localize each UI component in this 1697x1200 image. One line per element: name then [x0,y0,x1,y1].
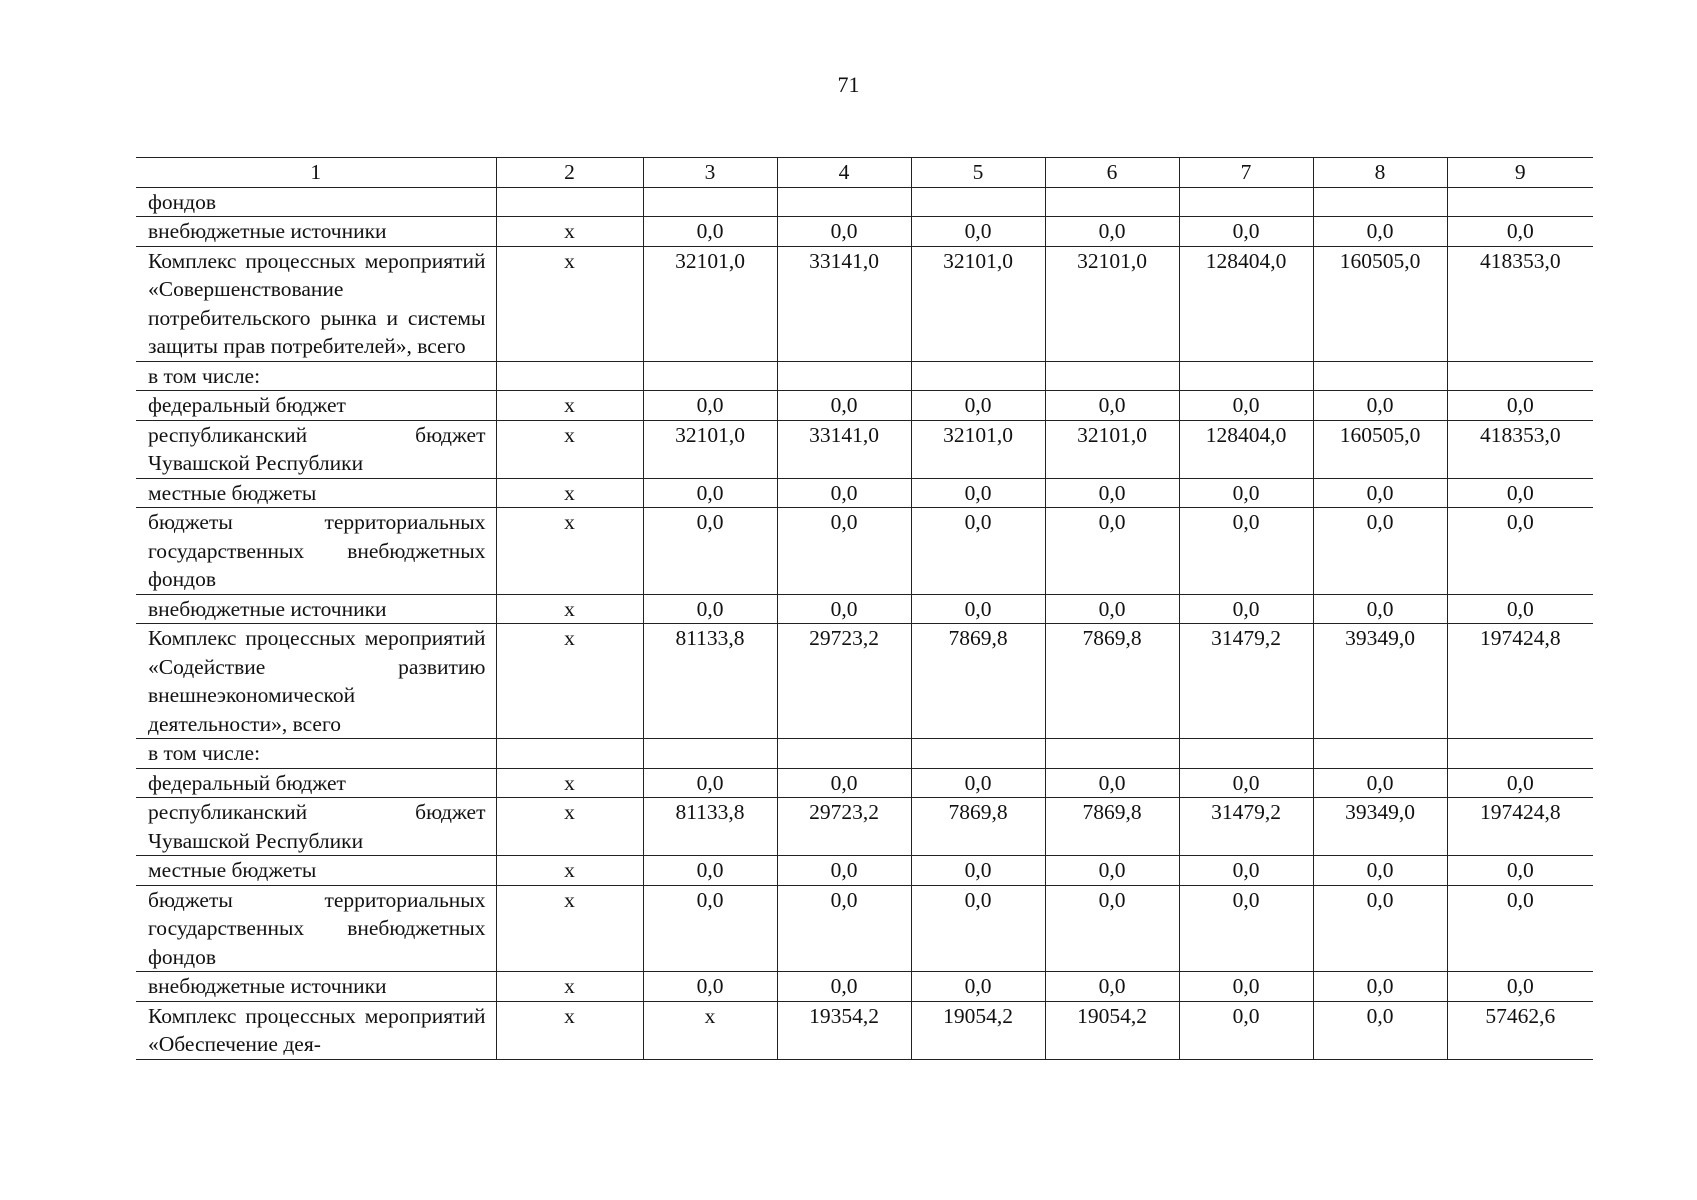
value-cell-col-2: х [496,246,643,361]
table-row [136,972,1593,1002]
value-cell-col-2: х [496,798,643,856]
value-cell-col-4: 33141,0 [777,420,911,478]
value-cell-col-8 [1313,187,1447,217]
value-cell-col-9: 0,0 [1447,856,1593,886]
header-cell: 9 [1447,158,1593,188]
row-label-cell: федеральный бюджет [136,391,496,421]
table-row [136,594,1593,624]
row-label-cell: Комплекс процессных мероприятий «Содействие развитию внешнеэкономической деятельности», всего [136,624,496,739]
value-cell-col-5: 19054,2 [911,1001,1045,1059]
value-cell-col-7: 128404,0 [1179,420,1313,478]
header-cell: 1 [136,158,496,188]
table-row [136,217,1593,247]
value-cell-col-4: 0,0 [777,885,911,972]
row-label-cell: внебюджетные источники [136,972,496,1002]
value-cell-col-6: 7869,8 [1045,624,1179,739]
value-cell-col-9: 57462,6 [1447,1001,1593,1059]
value-cell-col-8: 160505,0 [1313,420,1447,478]
value-cell-col-3: 81133,8 [643,798,777,856]
value-cell-col-7: 0,0 [1179,768,1313,798]
table-row [136,798,1593,856]
value-cell-col-6: 32101,0 [1045,420,1179,478]
value-cell-col-2 [496,361,643,391]
value-cell-col-7: 0,0 [1179,856,1313,886]
value-cell-col-3: 32101,0 [643,420,777,478]
value-cell-col-9: 197424,8 [1447,624,1593,739]
row-label-cell: федеральный бюджет [136,768,496,798]
value-cell-col-3: 0,0 [643,856,777,886]
value-cell-col-9: 418353,0 [1447,420,1593,478]
value-cell-col-4: 33141,0 [777,246,911,361]
value-cell-col-8: 0,0 [1313,856,1447,886]
value-cell-col-7: 0,0 [1179,1001,1313,1059]
table-row [136,246,1593,361]
value-cell-col-3 [643,187,777,217]
value-cell-col-8: 160505,0 [1313,246,1447,361]
value-cell-col-5: 7869,8 [911,798,1045,856]
value-cell-col-6: 0,0 [1045,885,1179,972]
value-cell-col-7: 0,0 [1179,391,1313,421]
value-cell-col-2 [496,187,643,217]
value-cell-col-6: 0,0 [1045,768,1179,798]
value-cell-col-6: 0,0 [1045,856,1179,886]
budget-table [136,157,1593,1060]
row-label-cell: местные бюджеты [136,478,496,508]
row-label-cell: бюджеты территориальных государственных внебюджетных фондов [136,508,496,595]
value-cell-col-7: 0,0 [1179,508,1313,595]
value-cell-col-8: 0,0 [1313,391,1447,421]
value-cell-col-2: х [496,1001,643,1059]
value-cell-col-9 [1447,739,1593,769]
value-cell-col-3 [643,739,777,769]
value-cell-col-9: 197424,8 [1447,798,1593,856]
value-cell-col-8 [1313,361,1447,391]
value-cell-col-6: 0,0 [1045,508,1179,595]
table-row [136,885,1593,972]
table-row [136,768,1593,798]
value-cell-col-2: х [496,885,643,972]
value-cell-col-4: 19354,2 [777,1001,911,1059]
value-cell-col-2: х [496,624,643,739]
header-cell: 5 [911,158,1045,188]
value-cell-col-7: 31479,2 [1179,624,1313,739]
value-cell-col-5 [911,187,1045,217]
value-cell-col-4: 29723,2 [777,624,911,739]
value-cell-col-6: 0,0 [1045,217,1179,247]
value-cell-col-3: 0,0 [643,217,777,247]
value-cell-col-4: 0,0 [777,391,911,421]
value-cell-col-8: 39349,0 [1313,624,1447,739]
value-cell-col-7: 0,0 [1179,478,1313,508]
value-cell-col-9: 0,0 [1447,391,1593,421]
value-cell-col-7: 31479,2 [1179,798,1313,856]
value-cell-col-2: х [496,768,643,798]
value-cell-col-9: 0,0 [1447,478,1593,508]
header-cell: 4 [777,158,911,188]
value-cell-col-4: 0,0 [777,594,911,624]
value-cell-col-6: 0,0 [1045,391,1179,421]
table-row [136,187,1593,217]
table-row [136,420,1593,478]
value-cell-col-8: 0,0 [1313,508,1447,595]
value-cell-col-3: 0,0 [643,594,777,624]
value-cell-col-5: 0,0 [911,508,1045,595]
value-cell-col-9: 0,0 [1447,972,1593,1002]
value-cell-col-2 [496,739,643,769]
value-cell-col-2: х [496,972,643,1002]
value-cell-col-7: 0,0 [1179,594,1313,624]
value-cell-col-5: 0,0 [911,972,1045,1002]
value-cell-col-5: 0,0 [911,594,1045,624]
row-label-cell: местные бюджеты [136,856,496,886]
value-cell-col-3: 0,0 [643,885,777,972]
row-label-cell: фондов [136,187,496,217]
value-cell-col-3: х [643,1001,777,1059]
row-label-cell: в том числе: [136,739,496,769]
value-cell-col-6 [1045,361,1179,391]
value-cell-col-5: 0,0 [911,885,1045,972]
value-cell-col-2: х [496,217,643,247]
value-cell-col-9: 418353,0 [1447,246,1593,361]
value-cell-col-8: 0,0 [1313,478,1447,508]
value-cell-col-7 [1179,187,1313,217]
value-cell-col-9: 0,0 [1447,594,1593,624]
value-cell-col-8: 0,0 [1313,885,1447,972]
value-cell-col-9: 0,0 [1447,885,1593,972]
value-cell-col-5: 32101,0 [911,420,1045,478]
table-row [136,391,1593,421]
table-header-row [136,158,1593,188]
table-row [136,478,1593,508]
value-cell-col-5: 0,0 [911,217,1045,247]
value-cell-col-3: 0,0 [643,768,777,798]
page-number: 71 [837,72,860,97]
row-label-cell: республиканский бюджет Чувашской Республики [136,420,496,478]
row-label-cell: Комплекс процессных мероприятий «Совершенствование потребительского рынка и системы защиты прав потребителей», всего [136,246,496,361]
value-cell-col-4 [777,739,911,769]
value-cell-col-4: 0,0 [777,478,911,508]
value-cell-col-6 [1045,187,1179,217]
value-cell-col-6: 19054,2 [1045,1001,1179,1059]
value-cell-col-5 [911,739,1045,769]
value-cell-col-4: 0,0 [777,856,911,886]
value-cell-col-7: 0,0 [1179,885,1313,972]
value-cell-col-2: х [496,856,643,886]
value-cell-col-2: х [496,420,643,478]
value-cell-col-4: 0,0 [777,508,911,595]
value-cell-col-5: 0,0 [911,391,1045,421]
value-cell-col-6: 0,0 [1045,594,1179,624]
value-cell-col-7: 128404,0 [1179,246,1313,361]
value-cell-col-2: х [496,478,643,508]
table-row [136,856,1593,886]
value-cell-col-5: 7869,8 [911,624,1045,739]
value-cell-col-4: 0,0 [777,972,911,1002]
value-cell-col-8: 0,0 [1313,1001,1447,1059]
value-cell-col-2: х [496,391,643,421]
value-cell-col-5: 0,0 [911,856,1045,886]
value-cell-col-9: 0,0 [1447,217,1593,247]
value-cell-col-7: 0,0 [1179,217,1313,247]
table-row [136,1001,1593,1059]
header-cell: 7 [1179,158,1313,188]
value-cell-col-7 [1179,361,1313,391]
header-cell: 6 [1045,158,1179,188]
table-row [136,508,1593,595]
value-cell-col-6 [1045,739,1179,769]
value-cell-col-9 [1447,187,1593,217]
header-cell: 2 [496,158,643,188]
value-cell-col-7: 0,0 [1179,972,1313,1002]
value-cell-col-3: 81133,8 [643,624,777,739]
header-cell: 3 [643,158,777,188]
value-cell-col-8: 0,0 [1313,768,1447,798]
value-cell-col-2: х [496,594,643,624]
row-label-cell: бюджеты территориальных государственных внебюджетных фондов [136,885,496,972]
value-cell-col-5: 32101,0 [911,246,1045,361]
value-cell-col-2: х [496,508,643,595]
header-cell: 8 [1313,158,1447,188]
value-cell-col-7 [1179,739,1313,769]
value-cell-col-8: 0,0 [1313,594,1447,624]
row-label-cell: в том числе: [136,361,496,391]
row-label-cell: внебюджетные источники [136,217,496,247]
value-cell-col-4: 29723,2 [777,798,911,856]
value-cell-col-8 [1313,739,1447,769]
value-cell-col-5: 0,0 [911,768,1045,798]
value-cell-col-5: 0,0 [911,478,1045,508]
value-cell-col-3: 0,0 [643,508,777,595]
value-cell-col-6: 0,0 [1045,478,1179,508]
value-cell-col-4: 0,0 [777,217,911,247]
value-cell-col-4: 0,0 [777,768,911,798]
value-cell-col-3: 0,0 [643,972,777,1002]
value-cell-col-4 [777,361,911,391]
value-cell-col-9: 0,0 [1447,508,1593,595]
value-cell-col-3 [643,361,777,391]
value-cell-col-5 [911,361,1045,391]
value-cell-col-9 [1447,361,1593,391]
value-cell-col-6: 32101,0 [1045,246,1179,361]
table-row [136,624,1593,739]
row-label-cell: Комплекс процессных мероприятий «Обеспечение дея- [136,1001,496,1059]
table-row [136,361,1593,391]
value-cell-col-3: 32101,0 [643,246,777,361]
row-label-cell: внебюджетные источники [136,594,496,624]
table-row [136,739,1593,769]
value-cell-col-8: 39349,0 [1313,798,1447,856]
value-cell-col-8: 0,0 [1313,972,1447,1002]
row-label-cell: республиканский бюджет Чувашской Республики [136,798,496,856]
value-cell-col-4 [777,187,911,217]
value-cell-col-3: 0,0 [643,391,777,421]
value-cell-col-6: 7869,8 [1045,798,1179,856]
value-cell-col-9: 0,0 [1447,768,1593,798]
value-cell-col-6: 0,0 [1045,972,1179,1002]
value-cell-col-8: 0,0 [1313,217,1447,247]
value-cell-col-3: 0,0 [643,478,777,508]
